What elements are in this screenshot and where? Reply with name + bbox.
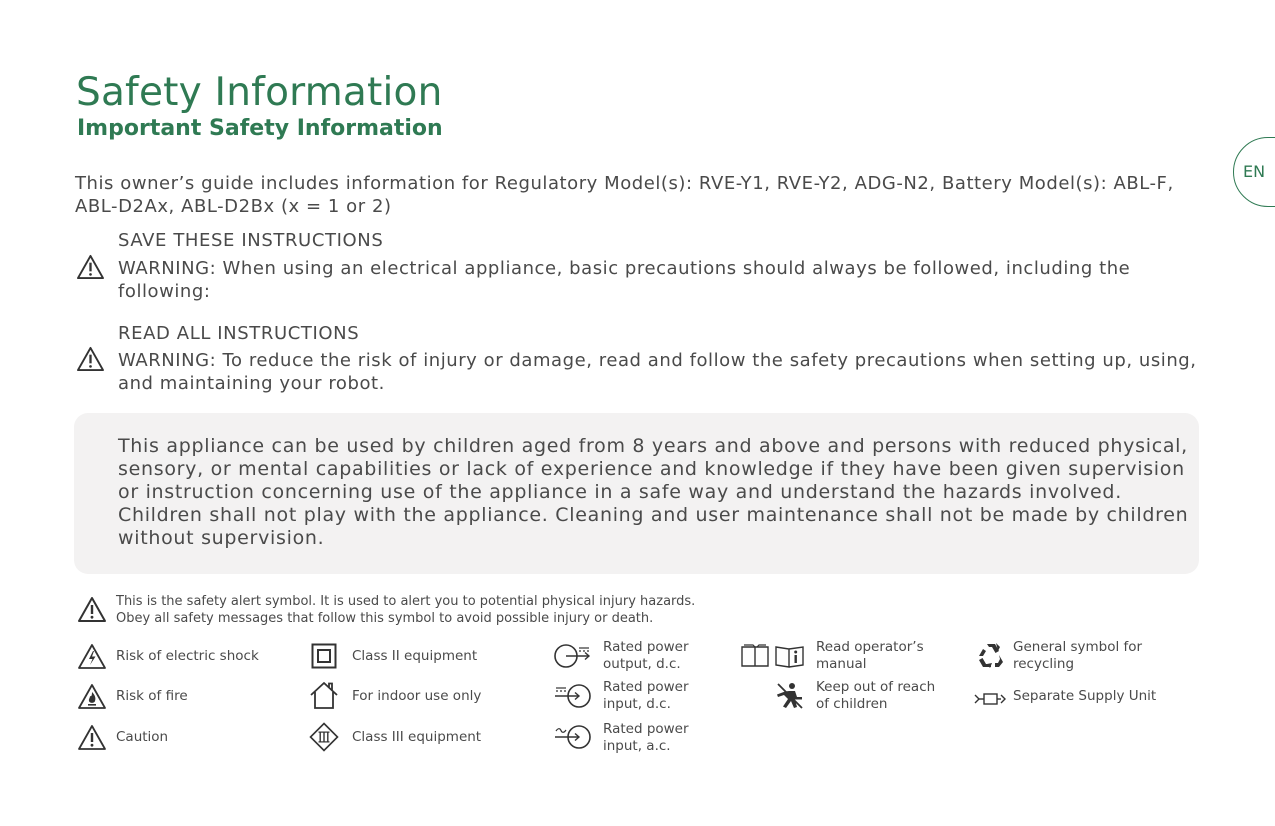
class-ii-icon: [311, 643, 337, 669]
electric-shock-label: Risk of electric shock: [116, 648, 259, 664]
rated-input-dc-line-2: input, d.c.: [603, 696, 671, 712]
read-manual-line-1: Read operator’s: [816, 639, 924, 655]
caution-icon: [77, 724, 107, 751]
read-manual-line-2: manual: [816, 656, 867, 672]
page-title: Safety Information: [76, 70, 443, 115]
class-ii-label: Class II equipment: [352, 648, 478, 664]
rated-input-dc-icon: [553, 683, 593, 709]
save-instructions-heading: SAVE THESE INSTRUCTIONS: [118, 230, 384, 251]
children-notice-text: This appliance can be used by children aged from 8 years and above and persons with reduced physical, sensory, or mental capabilities or lack of experience and knowledge if they have been given supervision or instruction concerning use of the appliance in a safe way and understand the hazards involved. Children shall not play with the appliance. Cleaning and user maintenance shall not be made by children without supervision.: [118, 435, 1189, 549]
fire-icon: [77, 683, 107, 710]
rated-input-ac-icon: [553, 724, 593, 750]
read-instructions-heading: READ ALL INSTRUCTIONS: [118, 323, 360, 344]
rated-input-ac-label: [603, 721, 689, 755]
safety-alert-line-2: Obey all safety messages that follow this symbol to avoid possible injury or death.: [116, 611, 654, 626]
safety-alert-icon: [77, 596, 107, 623]
intro-text: This owner’s guide includes information for Regulatory Model(s): RVE-Y1, RVE-Y2, ADG-N2, Battery Model(s): ABL-F, ABL-D2Ax, ABL-D2Bx (x = 1 or 2): [75, 173, 1174, 217]
rated-output-dc-line-2: output, d.c.: [603, 656, 681, 672]
warning-text-2: WARNING: To reduce the risk of injury or damage, read and follow the safety precautions when setting up, using, and maintaining your robot.: [118, 350, 1197, 394]
recycling-line-2: recycling: [1013, 656, 1075, 672]
indoor-label: For indoor use only: [352, 688, 482, 704]
rated-input-dc-label: [603, 679, 689, 713]
house-icon: [309, 681, 339, 710]
rated-input-ac-line-1: Rated power: [603, 721, 689, 737]
class-iii-icon: [309, 722, 339, 752]
safety-alert-line-1: This is the safety alert symbol. It is used to alert you to potential physical injury hazards.: [116, 594, 696, 609]
read-manual-label: [816, 639, 924, 673]
language-tab[interactable]: [1233, 137, 1275, 207]
keep-from-children-label: [816, 679, 935, 713]
warning-icon: [76, 254, 105, 280]
fire-label: Risk of fire: [116, 688, 188, 704]
children-notice-box: [74, 413, 1199, 574]
warning-icon: [76, 346, 105, 372]
rated-output-dc-line-1: Rated power: [603, 639, 689, 655]
page-subtitle: Important Safety Information: [77, 116, 443, 141]
caution-label: Caution: [116, 729, 169, 745]
rated-input-dc-line-1: Rated power: [603, 679, 689, 695]
rated-input-ac-line-2: input, a.c.: [603, 738, 671, 754]
safety-alert-explanation: [116, 593, 695, 627]
class-iii-label: Class III equipment: [352, 729, 482, 745]
keep-from-children-line-2: of children: [816, 696, 888, 712]
recycling-line-1: General symbol for: [1013, 639, 1143, 655]
supply-unit-label: Separate Supply Unit: [1013, 688, 1157, 704]
rated-output-dc-icon: [553, 643, 593, 669]
warning-text-1: WARNING: When using an electrical appliance, basic precautions should always be followed, including the following:: [118, 258, 1131, 302]
electric-shock-icon: [77, 643, 107, 670]
recycling-label: [1013, 639, 1142, 673]
rated-output-dc-label: [603, 639, 689, 673]
keep-from-children-icon: [775, 682, 805, 710]
supply-unit-icon: [973, 690, 1007, 708]
keep-from-children-line-1: Keep out of reach: [816, 679, 936, 695]
read-manual-icon: [740, 643, 806, 669]
recycling-icon: [976, 641, 1006, 669]
language-tab-label: EN: [1243, 162, 1266, 181]
